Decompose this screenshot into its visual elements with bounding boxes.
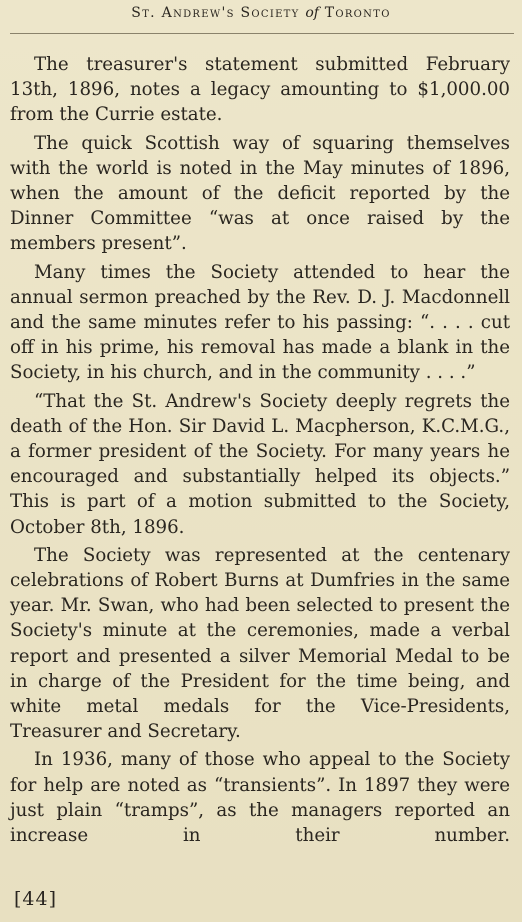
header-of: of xyxy=(305,5,319,21)
header-city: Toronto xyxy=(324,5,391,21)
paragraph-macdonnell: Many times the Society attended to hear the annual sermon preached by the Rev. D. J. Macdonnell and the same minutes refer to his passing: “. . . . cut off in his prime, his removal has made a blank in the Society, in his church, and in the community . . . .” xyxy=(10,261,510,384)
paragraph-legacy: The treasurer's statement submitted February 13th, 1896, notes a legacy amounting to $1,000.00 from the Currie estate. xyxy=(10,54,510,126)
running-header xyxy=(10,5,512,21)
body-text xyxy=(10,52,510,848)
paragraph-dinner-deficit: The quick Scottish way of squaring themselves with the world is noted in the May minutes of 1896, when the amount of the deficit reported by the Dinner Committee “was at once raised by the members present”. xyxy=(10,132,510,255)
header-society-name: St. Andrew's Society xyxy=(131,5,300,21)
paragraph-burns-centenary: The Society was represented at the centenary celebrations of Robert Burns at Dumfries in the same year. Mr. Swan, who had been selected to present the Society's minute at the ceremonies, made a verbal report and presented a silver Memorial Medal to be in charge of the President for the time being, and white metal medals for the Vice-Presidents, Treasurer and Secretary. xyxy=(10,544,510,743)
paragraph-macpherson: “That the St. Andrew's Society deeply regrets the death of the Hon. Sir David L. Macpherson, K.C.M.G., a former president of the Society. For many years he encouraged and substantially helped its objects.” This is part of a motion submitted to the Society, October 8th, 1896. xyxy=(10,390,510,538)
header-rule xyxy=(10,33,514,34)
paragraph-transients: In 1936, many of those who appeal to the Society for help are noted as “transients”. In 1897 they were just plain “tramps”, as the managers reported an increase in their number. xyxy=(10,749,510,847)
page-number: [44] xyxy=(14,888,58,910)
